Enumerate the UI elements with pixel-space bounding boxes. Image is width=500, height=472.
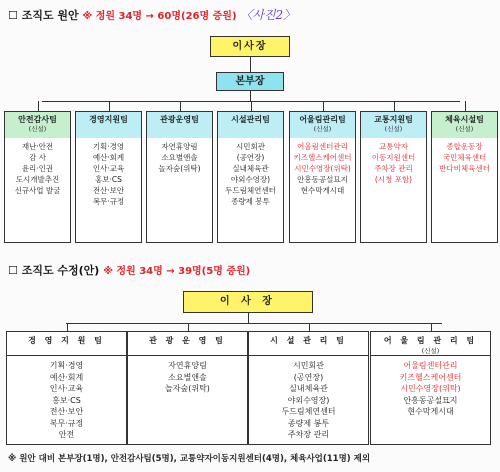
duty-item: 시민회관 (236, 142, 265, 151)
duty-item: 키즈헬스케어센터 (399, 372, 462, 382)
original-team-box (4, 111, 71, 243)
original-team-sub: (신설) (384, 125, 403, 133)
revised-team-duties (249, 356, 368, 441)
original-team-duties (432, 138, 497, 174)
revised-team-header (371, 332, 490, 356)
duty-item: 재난·안전 (21, 142, 54, 151)
duty-item: 전산·보안 (92, 186, 125, 195)
original-team-header (290, 112, 355, 138)
revised-team-name: 어 울 림 관 리 팀 (383, 336, 478, 345)
duty-item: 현수막게시대 (407, 407, 454, 416)
duty-item: 소요별앤솔 (161, 153, 198, 162)
original-title-line (8, 6, 295, 23)
original-team-duties (218, 138, 283, 207)
connector-horizontal (66, 323, 442, 324)
original-team-duties (147, 138, 212, 174)
connector (323, 101, 324, 111)
revised-team-sub: (신설) (421, 347, 440, 355)
duty-item: 시민수영장(위탁) (400, 384, 461, 393)
revised-team-header (7, 332, 126, 356)
original-team-duties (5, 138, 70, 196)
duty-item: 시민수영장(위탁) (294, 164, 351, 173)
duty-item: 야외수영장) (230, 175, 271, 184)
revised-team-box (6, 331, 127, 445)
duty-item: 이동지원센터 (371, 153, 416, 162)
duty-item: 키즈헬스케어센터 (293, 153, 352, 162)
original-top-box (210, 36, 290, 57)
duty-item: (공연장) (236, 153, 265, 162)
duty-item: 인사·교육 (92, 164, 125, 173)
duty-item: 안전 (58, 430, 75, 439)
original-team-header (218, 112, 283, 138)
connector (180, 101, 181, 111)
original-team-name: 안전감사팀 (18, 115, 57, 124)
original-team-name: 교통지원팀 (374, 115, 413, 124)
original-team-box (360, 111, 427, 243)
revised-title: ☐ 조직도 수정(안) (8, 264, 100, 277)
revised-team-box (248, 331, 369, 445)
connector (188, 323, 189, 331)
original-team-name: 체육시설팀 (445, 115, 484, 124)
original-team-duties (76, 138, 141, 207)
revised-team-name: 경 영 지 원 팀 (28, 336, 105, 345)
connector (250, 57, 251, 72)
revised-team-duties (371, 356, 490, 418)
duty-item: 놀자숲(위탁) (165, 384, 210, 393)
connector (38, 101, 39, 111)
revised-headcount: ※ 정원 34명 → 39명(5명 증원) (103, 266, 251, 277)
duty-item: 전산·보안 (49, 407, 84, 416)
revised-team-name: 관 광 운 영 팀 (149, 336, 226, 345)
original-team-sub: (신설) (455, 125, 474, 133)
duty-item: 안흥동공설묘지 (297, 175, 348, 184)
duty-item: 주차장 관리 (374, 164, 413, 173)
duty-item: 현수막게시대 (300, 186, 345, 195)
connector (250, 91, 251, 101)
duty-item: 실내체육관 (289, 384, 328, 393)
duty-item: 기획·경영 (92, 142, 125, 151)
original-top-label: 이사장 (232, 41, 268, 52)
original-team-name: 어울림관리팀 (299, 115, 346, 124)
duty-item: 자연휴양림 (168, 361, 207, 370)
revised-team-header (128, 332, 247, 356)
duty-item: 안흥동공설묘지 (403, 395, 458, 405)
original-team-header (432, 112, 497, 138)
original-team-name: 경영지원팀 (89, 115, 128, 124)
duty-item: 인사·교육 (49, 384, 84, 393)
duty-item: 윤리·인권 (21, 164, 54, 173)
original-title: ☐ 조직도 원안 (8, 9, 79, 22)
duty-item: 복무·규정 (49, 418, 84, 428)
duty-item: 놀자숲(위탁) (158, 164, 201, 173)
revised-top-label: 이 사 장 (220, 296, 276, 307)
duty-item: 두드림체연센터 (225, 186, 276, 195)
duty-item: 홍보·CS (95, 175, 122, 184)
duty-item: 홍보·CS (52, 395, 81, 405)
duty-item: 소요별앤솔 (168, 372, 207, 382)
duty-item: 예산·회계 (92, 153, 125, 162)
footnote: ※ 원안 대비 본부장(1명), 안전감사팀(5명), 교통약자이동지원센터(4명), 체육사업(11명) 제외 (8, 454, 371, 464)
duty-item: (시청 포함) (374, 175, 413, 184)
connector (67, 323, 68, 331)
original-team-box (289, 111, 356, 243)
original-team-header (361, 112, 426, 138)
connector (431, 323, 432, 331)
original-team-duties (361, 138, 426, 185)
duty-item: 시민회관 (293, 361, 324, 370)
duty-item: 어울림센터관리 (297, 142, 348, 151)
duty-item: 주차장 관리 (287, 430, 330, 439)
duty-item: 실내체육관 (232, 164, 269, 173)
original-team-box (431, 111, 498, 243)
original-headcount: ※ 정원 34명 → 60명(26명 증원) (82, 11, 237, 22)
original-team-sub: (신설) (313, 125, 332, 133)
revised-team-header (249, 332, 368, 356)
duty-item: 기획·경영 (49, 361, 84, 370)
revised-team-duties (128, 356, 247, 395)
handwritten-note: 〈사진2〉 (240, 8, 296, 22)
original-team-header (5, 112, 70, 138)
duty-item: 신규사업 발굴 (14, 186, 61, 195)
original-team-sub: (신설) (28, 125, 47, 133)
duty-item: 야외수영장) (287, 395, 330, 405)
connector (394, 101, 395, 111)
duty-item: 예산·회계 (49, 372, 84, 382)
duty-item: 종량제 봉투 (287, 418, 330, 428)
original-team-header (147, 112, 212, 138)
revised-team-box (370, 331, 491, 445)
original-sub-label: 본부장 (235, 76, 265, 87)
duty-item: 반다비체육센터 (439, 164, 490, 173)
duty-item: 어울림센터관리 (403, 361, 458, 370)
connector (309, 323, 310, 331)
revised-team-name: 시 설 관 리 팀 (270, 336, 347, 345)
connector (251, 101, 252, 111)
original-team-header (76, 112, 141, 138)
duty-item: 감 사 (29, 153, 46, 162)
connector (109, 101, 110, 111)
revised-title-line (8, 262, 250, 278)
duty-item: (공연장) (293, 372, 324, 382)
revised-team-duties (7, 356, 126, 441)
duty-item: 교통약자 (379, 142, 408, 151)
connector (248, 313, 249, 323)
duty-item: 국민체육센터 (442, 153, 487, 162)
original-sub-box (216, 72, 284, 91)
duty-item: 종합운동장 (446, 142, 483, 151)
original-team-box (217, 111, 284, 243)
duty-item: 종량제 봉투 (231, 197, 270, 206)
revised-team-box (127, 331, 248, 445)
revised-top-box (183, 291, 313, 313)
duty-item: 도시개발추진 (15, 175, 60, 184)
original-team-duties (290, 138, 355, 196)
duty-item: 자연휴양림 (161, 142, 198, 151)
original-team-name: 관광운영팀 (160, 115, 199, 124)
original-team-name: 시설관리팀 (231, 115, 270, 124)
original-team-box (146, 111, 213, 243)
duty-item: 복무·규정 (92, 197, 125, 206)
connector (465, 101, 466, 111)
original-team-box (75, 111, 142, 243)
duty-item: 두드림체연센터 (281, 407, 336, 416)
